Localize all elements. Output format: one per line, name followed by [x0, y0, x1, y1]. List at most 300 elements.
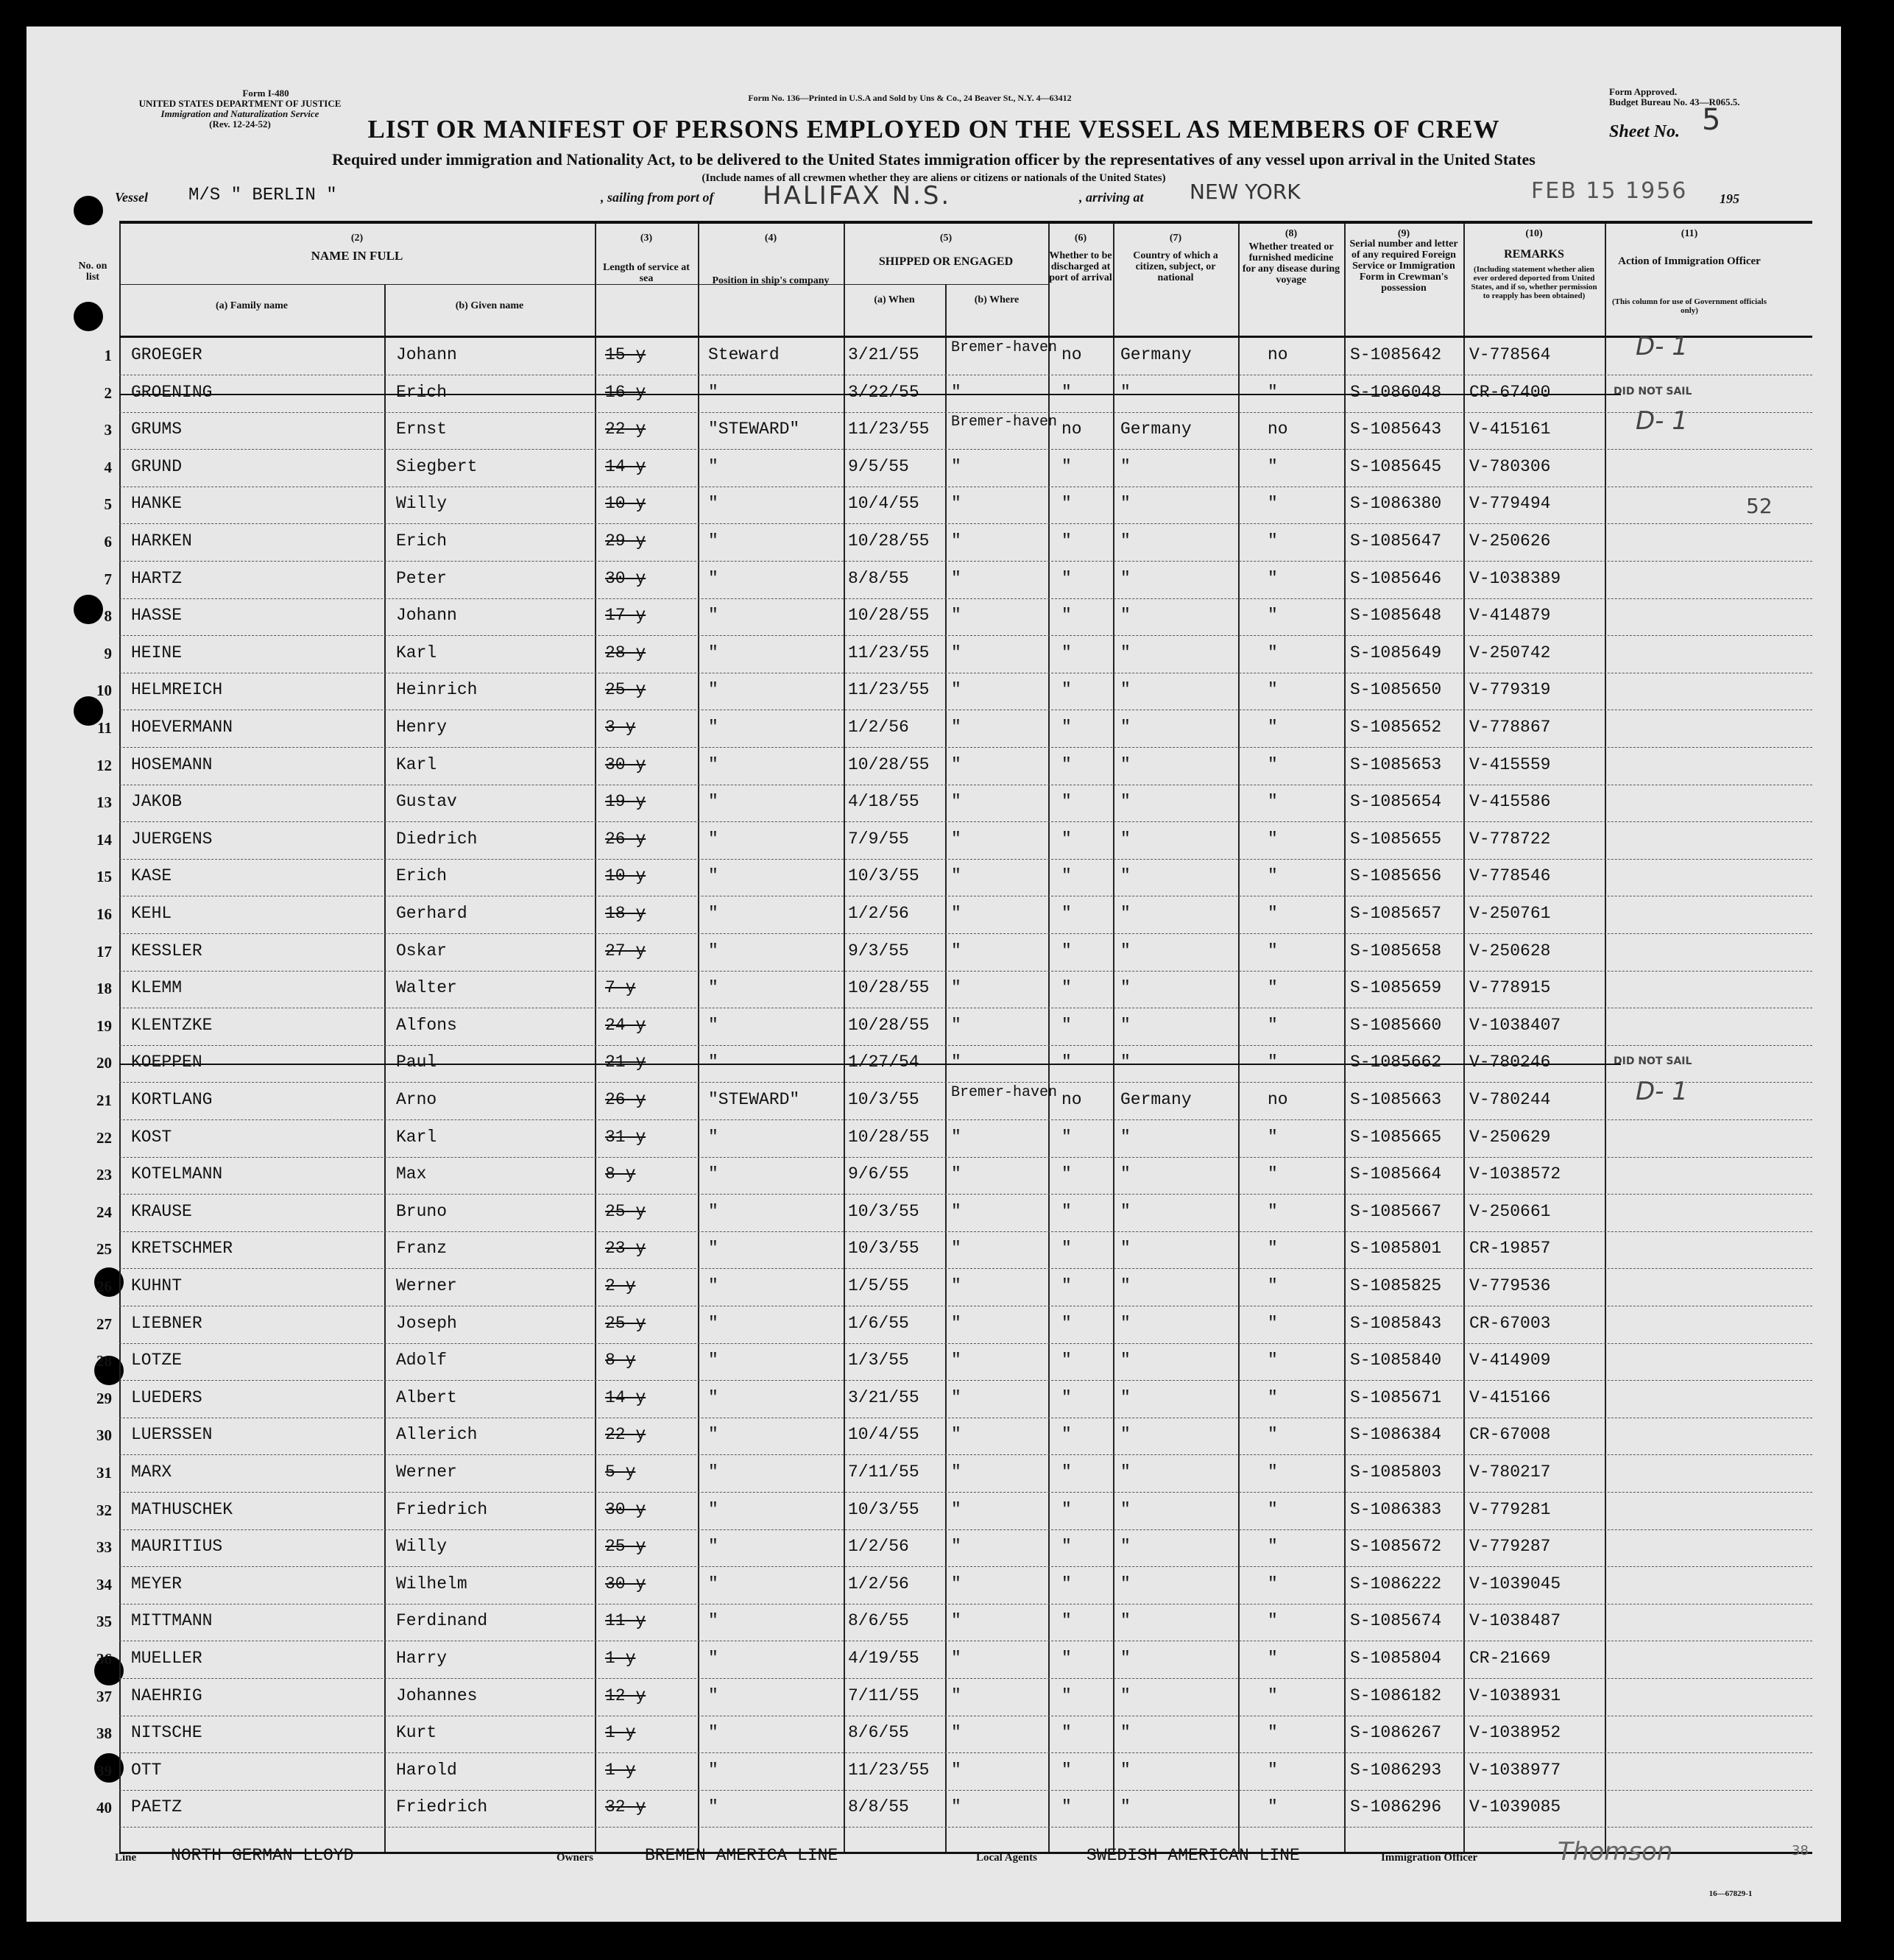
shipped-where-cell: " — [951, 1685, 961, 1705]
row-number: 28 — [96, 1352, 112, 1370]
remarks-cell: V-415161 — [1469, 420, 1551, 439]
col-action-sub: (This column for use of Government officials only) — [1611, 297, 1767, 315]
shipped-when-cell: 10/3/55 — [848, 1499, 919, 1519]
family-name-cell: LUERSSEN — [131, 1425, 213, 1445]
serial-cell: S-1085654 — [1350, 792, 1442, 812]
officer-number: 38 — [1792, 1843, 1809, 1858]
punch-hole — [74, 196, 103, 225]
table-row — [96, 1716, 1812, 1753]
line-label: Line — [115, 1852, 137, 1864]
vessel-name: M/S " BERLIN " — [188, 185, 337, 205]
remarks-cell: V-250761 — [1469, 904, 1551, 923]
officer-signature: Thomson — [1558, 1837, 1673, 1867]
shipped-where-cell: " — [951, 904, 961, 923]
col-discharge-header: Whether to be discharged at port of arrival — [1049, 250, 1112, 283]
row-number: 10 — [96, 682, 112, 700]
serial-cell: S-1085650 — [1350, 680, 1442, 700]
table-row — [96, 1790, 1812, 1828]
row-number: 26 — [96, 1278, 112, 1295]
shipped-where-cell: " — [951, 754, 961, 774]
shipped-where-cell: " — [951, 1164, 961, 1184]
instruction-note: (Include names of all crewmen whether they are aliens or citizens or nationals of the United States) — [702, 172, 1166, 184]
given-name-cell: Karl — [396, 643, 437, 662]
row-number: 20 — [96, 1054, 112, 1072]
table-row — [96, 1045, 1812, 1083]
discharge-cell: " — [1061, 1387, 1072, 1407]
shipped-when-cell: 10/28/55 — [848, 978, 930, 998]
shipped-where-cell: " — [951, 1276, 961, 1295]
treated-cell: " — [1268, 718, 1278, 737]
table-row — [96, 1567, 1812, 1605]
position-cell: Steward — [708, 345, 780, 364]
strike-through-line — [119, 1064, 1621, 1065]
family-name-cell: KRETSCHMER — [131, 1239, 233, 1259]
family-name-cell: HARTZ — [131, 568, 183, 588]
discharge-cell: " — [1061, 680, 1072, 700]
treated-cell: " — [1268, 1351, 1278, 1370]
treated-cell: " — [1268, 606, 1278, 626]
treated-cell: " — [1268, 941, 1278, 960]
row-number: 3 — [104, 421, 112, 439]
service-cell: 25 y — [605, 1201, 646, 1221]
position-cell: " — [708, 1462, 718, 1482]
serial-cell: S-1085657 — [1350, 904, 1442, 923]
serial-cell: S-1085655 — [1350, 829, 1442, 849]
serial-cell: S-1085646 — [1350, 568, 1442, 588]
family-name-cell: LUEDERS — [131, 1387, 202, 1407]
remarks-cell: V-250661 — [1469, 1201, 1551, 1221]
remarks-cell: CR-19857 — [1469, 1239, 1551, 1259]
budget-number: Budget Bureau No. 43—R065.5. — [1609, 96, 1740, 107]
given-name-cell: Adolf — [396, 1351, 448, 1370]
country-cell: " — [1120, 829, 1131, 849]
sailing-label: , sailing from port of — [601, 190, 714, 205]
discharge-cell: " — [1061, 1649, 1072, 1668]
row-number: 23 — [96, 1166, 112, 1184]
remarks-cell: V-250626 — [1469, 531, 1551, 551]
position-cell: " — [708, 1685, 718, 1705]
service-cell: 14 y — [605, 456, 646, 476]
given-name-cell: Peter — [396, 568, 448, 588]
given-name-cell: Kurt — [396, 1723, 437, 1743]
owners-label: Owners — [556, 1852, 593, 1864]
service-cell: 25 y — [605, 1313, 646, 1333]
position-cell: " — [708, 792, 718, 812]
treated-cell: " — [1268, 680, 1278, 700]
punch-hole — [74, 302, 103, 331]
treated-cell: " — [1268, 382, 1278, 402]
col-when-header: (a) When — [874, 294, 915, 305]
remarks-cell: V-250628 — [1469, 941, 1551, 960]
country-cell: " — [1120, 1649, 1131, 1668]
shipped-when-cell: 8/8/55 — [848, 1797, 909, 1817]
country-cell: " — [1120, 1723, 1131, 1743]
country-cell: " — [1120, 904, 1131, 923]
discharge-cell: " — [1061, 606, 1072, 626]
discharge-cell: " — [1061, 1685, 1072, 1705]
service-cell: 8 y — [605, 1164, 636, 1184]
service-cell: 5 y — [605, 1462, 636, 1482]
shipped-where-cell: " — [951, 1127, 961, 1147]
table-row — [96, 1493, 1812, 1530]
col-serial-num: (9) — [1397, 228, 1410, 239]
shipped-when-cell: 10/3/55 — [848, 1239, 919, 1259]
family-name-cell: HANKE — [131, 494, 183, 514]
remarks-cell: V-779281 — [1469, 1499, 1551, 1519]
family-name-cell: KLENTZKE — [131, 1015, 213, 1035]
position-cell: " — [708, 1723, 718, 1743]
treated-cell: " — [1268, 1574, 1278, 1593]
family-name-cell: KOST — [131, 1127, 172, 1147]
position-cell: " — [708, 382, 718, 402]
officer-label: Immigration Officer — [1381, 1852, 1478, 1864]
serial-cell: S-1085652 — [1350, 718, 1442, 737]
table-row — [96, 1120, 1812, 1158]
row-number: 29 — [96, 1389, 112, 1407]
remarks-cell: V-780244 — [1469, 1090, 1551, 1109]
shipped-when-cell: 10/4/55 — [848, 1425, 919, 1445]
country-cell: " — [1120, 1611, 1131, 1631]
row-number: 5 — [104, 495, 112, 514]
family-name-cell: KUHNT — [131, 1276, 183, 1295]
col-action-header: Action of Immigration Officer — [1618, 255, 1761, 267]
remarks-cell: V-1038931 — [1469, 1685, 1561, 1705]
position-cell: " — [708, 1611, 718, 1631]
discharge-cell: " — [1061, 1276, 1072, 1295]
service-cell: 1 y — [605, 1649, 636, 1668]
serial-cell: S-1085825 — [1350, 1276, 1442, 1295]
action-cell: D- 1 — [1636, 406, 1688, 436]
position-cell: " — [708, 829, 718, 849]
row-number: 25 — [96, 1240, 112, 1259]
country-cell: " — [1120, 456, 1131, 476]
shipped-when-cell: 9/6/55 — [848, 1164, 909, 1184]
family-name-cell: JUERGENS — [131, 829, 213, 849]
position-cell: " — [708, 1574, 718, 1593]
table-row — [104, 598, 1812, 636]
remarks-cell: V-778546 — [1469, 866, 1551, 886]
shipped-where-cell: " — [951, 941, 961, 960]
shipped-where-cell: " — [951, 829, 961, 849]
action-cell: DID NOT SAIL — [1614, 385, 1692, 397]
position-cell: " — [708, 1425, 718, 1445]
serial-cell: S-1086380 — [1350, 494, 1442, 514]
shipped-when-cell: 7/11/55 — [848, 1685, 919, 1705]
position-cell: " — [708, 1649, 718, 1668]
serial-cell: S-1085840 — [1350, 1351, 1442, 1370]
service-cell: 22 y — [605, 420, 646, 439]
treated-cell: " — [1268, 792, 1278, 812]
serial-cell: S-1085662 — [1350, 1052, 1442, 1072]
shipped-where-cell: " — [951, 1760, 961, 1780]
country-cell: " — [1120, 606, 1131, 626]
serial-cell: S-1085645 — [1350, 456, 1442, 476]
remarks-cell: V-778722 — [1469, 829, 1551, 849]
country-cell: " — [1120, 1313, 1131, 1333]
shipped-where-cell: " — [951, 1425, 961, 1445]
row-number: 30 — [96, 1426, 112, 1445]
shipped-where-cell: " — [951, 1239, 961, 1259]
shipped-when-cell: 1/3/55 — [848, 1351, 909, 1370]
row-number: 36 — [96, 1650, 112, 1668]
col-family-header: (a) Family name — [216, 300, 288, 311]
position-cell: " — [708, 1797, 718, 1817]
table-row — [96, 1269, 1812, 1306]
country-cell: " — [1120, 531, 1131, 551]
row-number: 9 — [104, 644, 112, 662]
position-cell: " — [708, 643, 718, 662]
line-name: NORTH GERMAN LLOYD — [171, 1846, 354, 1865]
family-name-cell: HOSEMANN — [131, 754, 213, 774]
col-treated-num: (8) — [1285, 228, 1298, 239]
family-name-cell: MAURITIUS — [131, 1537, 223, 1557]
position-cell: " — [708, 456, 718, 476]
shipped-when-cell: 9/3/55 — [848, 941, 909, 960]
country-cell: " — [1120, 1685, 1131, 1705]
serial-cell: S-1085667 — [1350, 1201, 1442, 1221]
family-name-cell: KOTELMANN — [131, 1164, 223, 1184]
table-row — [96, 822, 1812, 860]
row-number: 15 — [96, 868, 112, 886]
position-cell: " — [708, 1537, 718, 1557]
service-cell: 14 y — [605, 1387, 646, 1407]
country-cell: " — [1120, 1201, 1131, 1221]
serial-cell: S-1085642 — [1350, 345, 1442, 364]
given-name-cell: Walter — [396, 978, 457, 998]
given-name-cell: Franz — [396, 1239, 448, 1259]
col-treated-header: Whether treated or furnished medicine for any disease during voyage — [1242, 241, 1340, 286]
remarks-cell: V-414879 — [1469, 606, 1551, 626]
shipped-when-cell: 11/23/55 — [848, 643, 930, 662]
row-number: 16 — [96, 905, 112, 923]
discharge-cell: " — [1061, 754, 1072, 774]
treated-cell: " — [1268, 1499, 1278, 1519]
col-name-header: NAME IN FULL — [311, 249, 403, 263]
discharge-cell: " — [1061, 829, 1072, 849]
remarks-cell: V-414909 — [1469, 1351, 1551, 1370]
family-name-cell: MUELLER — [131, 1649, 202, 1668]
treated-cell: " — [1268, 1611, 1278, 1631]
country-cell: " — [1120, 680, 1131, 700]
shipped-when-cell: 1/2/56 — [848, 1537, 909, 1557]
row-number: 12 — [96, 756, 112, 774]
given-name-cell: Werner — [396, 1276, 457, 1295]
discharge-cell: " — [1061, 1462, 1072, 1482]
service-cell: 21 y — [605, 1052, 646, 1072]
position-cell: " — [708, 531, 718, 551]
discharge-cell: " — [1061, 456, 1072, 476]
treated-cell: " — [1268, 754, 1278, 774]
service-cell: 30 y — [605, 1574, 646, 1593]
row-number: 35 — [96, 1613, 112, 1631]
country-cell: " — [1120, 1127, 1131, 1147]
shipped-when-cell: 10/4/55 — [848, 494, 919, 514]
col-shipped-num: (5) — [939, 233, 953, 244]
table-row — [96, 896, 1812, 934]
country-cell: " — [1120, 1351, 1131, 1370]
position-cell: " — [708, 568, 718, 588]
discharge-cell: no — [1061, 1090, 1082, 1109]
given-name-cell: Joseph — [396, 1313, 457, 1333]
treated-cell: " — [1268, 1164, 1278, 1184]
country-cell: " — [1120, 1276, 1131, 1295]
shipped-when-cell: 10/3/55 — [848, 1090, 919, 1109]
country-cell: " — [1120, 1574, 1131, 1593]
shipped-where-cell: " — [951, 1015, 961, 1035]
shipped-where-cell: " — [951, 1499, 961, 1519]
service-cell: 12 y — [605, 1685, 646, 1705]
treated-cell: " — [1268, 1313, 1278, 1333]
position-cell: " — [708, 680, 718, 700]
given-name-cell: Harry — [396, 1649, 448, 1668]
service-cell: 16 y — [605, 382, 646, 402]
serial-cell: S-1085665 — [1350, 1127, 1442, 1147]
shipped-when-cell: 3/22/55 — [848, 382, 919, 402]
shipped-when-cell: 1/2/56 — [848, 1574, 909, 1593]
position-cell: " — [708, 494, 718, 514]
country-cell: " — [1120, 1499, 1131, 1519]
action-cell: D- 1 — [1636, 1077, 1688, 1106]
remarks-cell: CR-67003 — [1469, 1313, 1551, 1333]
family-name-cell: KRAUSE — [131, 1201, 192, 1221]
shipped-where-cell: " — [951, 1574, 961, 1593]
shipped-when-cell: 1/27/54 — [848, 1052, 919, 1072]
family-name-cell: MITTMANN — [131, 1611, 213, 1631]
page-title: LIST OR MANIFEST OF PERSONS EMPLOYED ON THE VESSEL AS MEMBERS OF CREW — [367, 115, 1500, 144]
service-cell: 2 y — [605, 1276, 636, 1295]
shipped-when-cell: 1/6/55 — [848, 1313, 909, 1333]
treated-cell: " — [1268, 1760, 1278, 1780]
agency-name: UNITED STATES DEPARTMENT OF JUSTICE — [138, 98, 342, 109]
given-name-cell: Wilhelm — [396, 1574, 467, 1593]
given-name-cell: Johann — [396, 606, 457, 626]
col-name-num: (2) — [350, 233, 364, 244]
family-name-cell: JAKOB — [131, 792, 183, 812]
discharge-cell: " — [1061, 1052, 1072, 1072]
remarks-cell: V-250629 — [1469, 1127, 1551, 1147]
remarks-cell: V-415166 — [1469, 1387, 1551, 1407]
serial-cell: S-1086048 — [1350, 382, 1442, 402]
treated-cell: no — [1268, 1090, 1288, 1109]
given-name-cell: Erich — [396, 382, 448, 402]
serial-cell: S-1085643 — [1350, 420, 1442, 439]
family-name-cell: KEHL — [131, 904, 172, 923]
serial-cell: S-1085672 — [1350, 1537, 1442, 1557]
table-row — [96, 1231, 1812, 1269]
family-name-cell: GROENING — [131, 382, 213, 402]
family-name-cell: NITSCHE — [131, 1723, 202, 1743]
treated-cell: " — [1268, 904, 1278, 923]
row-number: 24 — [96, 1203, 112, 1221]
table-row — [96, 1343, 1812, 1381]
discharge-cell: " — [1061, 1201, 1072, 1221]
shipped-when-cell: 11/23/55 — [848, 1760, 930, 1780]
service-cell: 25 y — [605, 680, 646, 700]
shipped-where-cell: " — [951, 680, 961, 700]
given-name-cell: Erich — [396, 866, 448, 886]
owners-name: BREMEN AMERICA LINE — [645, 1846, 838, 1865]
row-number: 8 — [104, 607, 112, 626]
given-name-cell: Ferdinand — [396, 1611, 488, 1631]
given-name-cell: Werner — [396, 1462, 457, 1482]
discharge-cell: no — [1061, 345, 1082, 364]
sheet-label: Sheet No. — [1609, 122, 1680, 141]
remarks-cell: CR-21669 — [1469, 1649, 1551, 1668]
shipped-where-cell: " — [951, 456, 961, 476]
col-remarks-num: (10) — [1525, 228, 1543, 239]
given-name-cell: Alfons — [396, 1015, 457, 1035]
discharge-cell: " — [1061, 904, 1072, 923]
position-cell: " — [708, 718, 718, 737]
given-name-cell: Albert — [396, 1387, 457, 1407]
family-name-cell: HOEVERMANN — [131, 718, 233, 737]
remarks-cell: V-1038572 — [1469, 1164, 1561, 1184]
position-cell: " — [708, 754, 718, 774]
shipped-where-cell: Bremer-haven — [951, 414, 1058, 431]
position-cell: " — [708, 1127, 718, 1147]
serial-cell: S-1085648 — [1350, 606, 1442, 626]
position-cell: " — [708, 866, 718, 886]
table-row — [96, 1418, 1812, 1455]
remarks-cell: V-779536 — [1469, 1276, 1551, 1295]
remarks-cell: V-778867 — [1469, 718, 1551, 737]
treated-cell: " — [1268, 1797, 1278, 1817]
family-name-cell: NAEHRIG — [131, 1685, 202, 1705]
agents-label: Local Agents — [976, 1852, 1037, 1864]
service-cell: 8 y — [605, 1351, 636, 1370]
treated-cell: " — [1268, 829, 1278, 849]
position-cell: " — [708, 606, 718, 626]
shipped-when-cell: 8/6/55 — [848, 1611, 909, 1631]
col-position-num: (4) — [764, 233, 777, 244]
position-cell: "STEWARD" — [708, 1090, 800, 1109]
given-name-cell: Siegbert — [396, 456, 478, 476]
discharge-cell: " — [1061, 643, 1072, 662]
row-number: 2 — [104, 383, 112, 402]
given-name-cell: Allerich — [396, 1425, 478, 1445]
country-cell: " — [1120, 1015, 1131, 1035]
arriving-port: NEW YORK — [1190, 180, 1301, 204]
given-name-cell: Henry — [396, 718, 448, 737]
shipped-when-cell: 10/28/55 — [848, 1015, 930, 1035]
shipped-where-cell: " — [951, 978, 961, 998]
treated-cell: " — [1268, 531, 1278, 551]
family-name-cell: GRUND — [131, 456, 183, 476]
country-cell: " — [1120, 754, 1131, 774]
country-cell: Germany — [1120, 345, 1192, 364]
country-cell: " — [1120, 1797, 1131, 1817]
shipped-when-cell: 4/19/55 — [848, 1649, 919, 1668]
col-country-num: (7) — [1169, 233, 1182, 244]
action-cell: DID NOT SAIL — [1614, 1055, 1692, 1068]
row-number: 19 — [96, 1016, 112, 1035]
shipped-where-cell: " — [951, 1797, 961, 1817]
shipped-when-cell: 1/2/56 — [848, 904, 909, 923]
shipped-when-cell: 11/23/55 — [848, 680, 930, 700]
table-row — [96, 1641, 1812, 1679]
treated-cell: " — [1268, 456, 1278, 476]
given-name-cell: Paul — [396, 1052, 437, 1072]
remarks-cell: V-779494 — [1469, 494, 1551, 514]
country-cell: Germany — [1120, 1090, 1192, 1109]
table-row — [104, 375, 1812, 413]
treated-cell: " — [1268, 1015, 1278, 1035]
col-no-header: No. on list — [78, 261, 107, 283]
service-cell: 17 y — [605, 606, 646, 626]
table-row — [96, 1604, 1812, 1641]
shipped-when-cell: 10/28/55 — [848, 606, 930, 626]
given-name-cell: Johann — [396, 345, 457, 364]
